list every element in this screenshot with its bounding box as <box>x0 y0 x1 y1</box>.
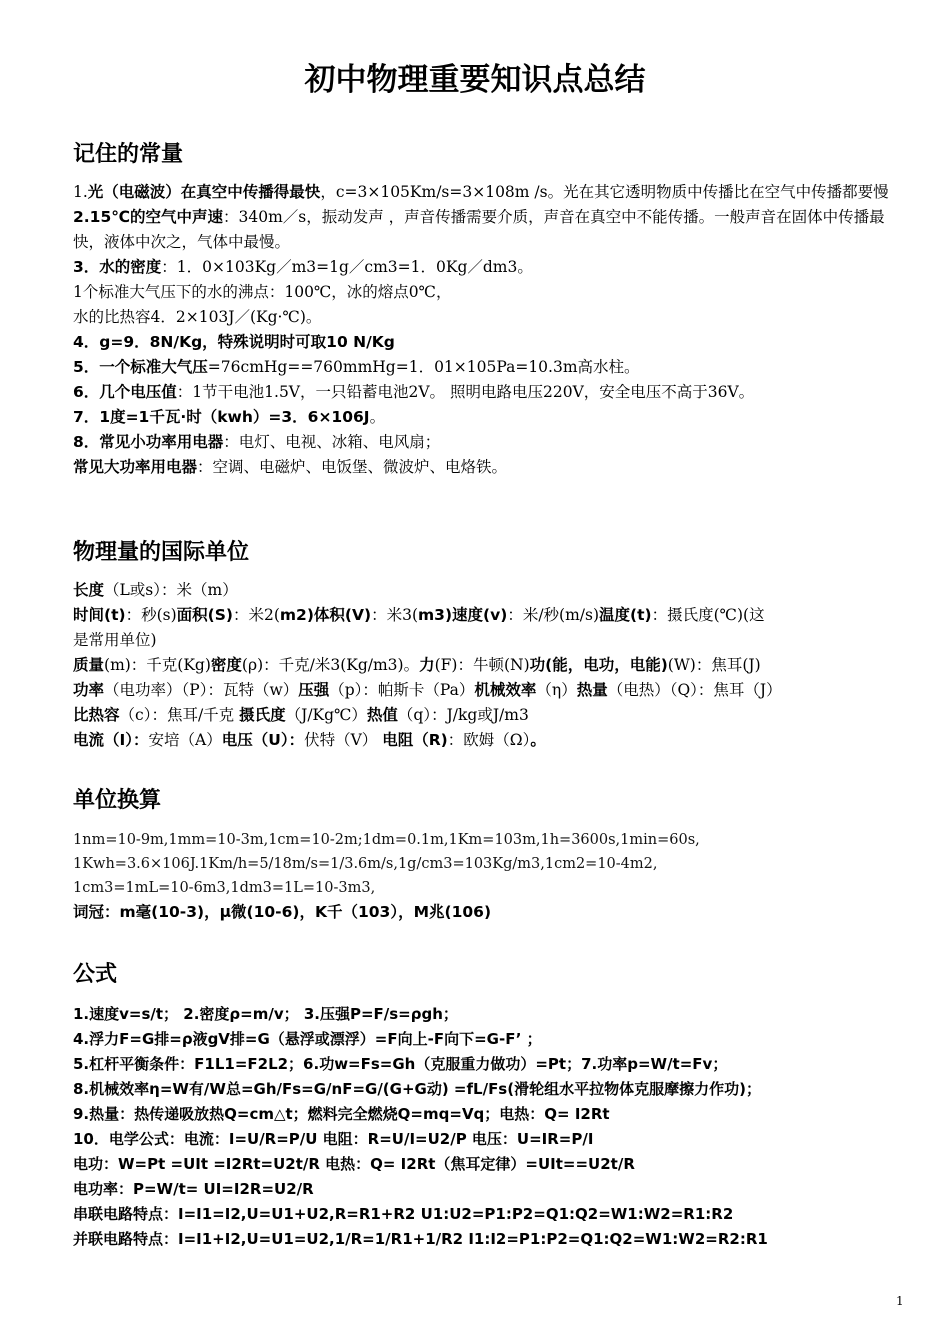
section-heading-units: 物理量的国际单位 <box>73 540 250 565</box>
prefix-line: 词冠：m毫(10-3)，μ微(10-6)，K千（103），M兆(106) <box>73 903 492 921</box>
units-block <box>73 578 911 753</box>
conversion-line: 1Kwh=3.6×106J.1Km/h=5/18m/s=1/3.6m/s,1g/cm3=103Kg/m3,1cm2=10-4m2, <box>73 856 658 872</box>
units-line: 时间(t)：秒(s)面积(S)：米2(m2)体积(V)：米3(m3)速度(v)：米/秒(m/s)温度(t)：摄氏度(℃)(这 <box>73 606 765 624</box>
document-title: 初中物理重要知识点总结 <box>304 62 646 98</box>
formula-line: 8.机械效率η=W有/W总=Gh/Fs=G/nF=G/(G+G动) =fL/Fs(滑轮组水平拉物体克服摩擦力作功)； <box>73 1080 761 1098</box>
constants-line: 2.15℃的空气中声速：340m／s，振动发声 ，声音传播需要介质，声音在真空中不能传播。一般声音在固体中传播最快，液体中次之，气体中最慢。 <box>73 208 885 251</box>
formula-line: 9.热量：热传递吸放热Q=cm△t；燃料完全燃烧Q=mq=Vq；电热：Q= I2Rt <box>73 1105 610 1123</box>
formula-line: 1.速度v=s/t； 2.密度ρ=m/v； 3.压强P=F/s=ρgh； <box>73 1005 458 1023</box>
units-line: 比热容（c）：焦耳/千克 摄氏度（J/Kg℃）热值（q）：J/kg或J/m3 <box>73 706 529 724</box>
formula-line: 电功：W=Pt =UIt =I2Rt=U2t/R 电热：Q= I2Rt（焦耳定律）=UIt==U2t/R <box>73 1155 635 1173</box>
section-heading-formulas: 公式 <box>73 962 118 987</box>
conversion-block <box>73 828 911 925</box>
page-number: 1 <box>896 1294 904 1308</box>
conversion-line: 1nm=10-9m,1mm=10-3m,1cm=10-2m;1dm=0.1m,1Km=103m,1h=3600s,1min=60s, <box>73 832 700 848</box>
constants-block <box>73 180 911 480</box>
constants-line: 7．1度=1千瓦·时（kwh）=3．6×106J。 <box>73 408 386 426</box>
units-line: 长度（L或s）：米（m） <box>73 581 238 599</box>
constants-line: 水的比热容4．2×103J／(Kg·℃)。 <box>73 308 322 326</box>
constants-line: 5．一个标准大气压=76cmHg==760mmHg=1．01×105Pa=10.3m高水柱。 <box>73 358 640 376</box>
units-line: 电流（I）：安培（A）电压（U）：伏特（V） 电阻（R)：欧姆（Ω）。 <box>73 731 546 749</box>
formula-line: 串联电路特点：I=I1=I2,U=U1+U2,R=R1+R2 U1:U2=P1:P2=Q1:Q2=W1:W2=R1:R2 <box>73 1205 734 1223</box>
units-line: 质量(m)：千克(Kg)密度(ρ)：千克/米3(Kg/m3)。力(F)：牛顿(N)功(能，电功，电能)(W)：焦耳(J) <box>73 656 761 674</box>
constants-line: 常见大功率用电器：空调、电磁炉、电饭堡、微波炉、电烙铁。 <box>73 458 508 476</box>
constants-line: 1.光（电磁波）在真空中传播得最快，c=3×105Km/s=3×108m /s。光在其它透明物质中传播比在空气中传播都要慢 <box>73 183 889 201</box>
constants-line: 3．水的密度：1．0×103Kg／m3=1g／cm3=1．0Kg／dm3。 <box>73 258 533 276</box>
units-line: 功率（电功率）（P）：瓦特（w）压强（p）：帕斯卡（Pa）机械效率（η）热量（电热）（Q）：焦耳（J） <box>73 681 782 699</box>
conversion-line: 1cm3=1mL=10-6m3,1dm3=1L=10-3m3, <box>73 880 376 896</box>
formula-line: 电功率：P=W/t= UI=I2R=U2/R <box>73 1180 314 1198</box>
formula-line: 5.杠杆平衡条件：F1L1=F2L2；6.功w=Fs=Gh（克服重力做功）=Pt；7.功率p=W/t=Fv； <box>73 1055 728 1073</box>
constants-line: 1个标准大气压下的水的沸点：100℃，冰的熔点0℃， <box>73 283 452 301</box>
formula-line: 10．电学公式：电流：I=U/R=P/U 电阻：R=U/I=U2/P 电压：U=IR=P/I <box>73 1130 594 1148</box>
formulas-block <box>73 1002 911 1252</box>
units-line: 是常用单位) <box>73 631 157 649</box>
constants-line: 6．几个电压值：1节干电池1.5V，一只铅蓄电池2V。 照明电路电压220V，安全电压不高于36V。 <box>73 383 755 401</box>
constants-line: 4．g=9．8N/Kg，特殊说明时可取10 N/Kg <box>73 333 395 351</box>
formula-line: 并联电路特点：I=I1+I2,U=U1=U2,1/R=1/R1+1/R2 I1:I2=P1:P2=Q1:Q2=W1:W2=R2:R1 <box>73 1230 768 1248</box>
section-heading-conversion: 单位换算 <box>73 788 162 813</box>
section-heading-constants: 记住的常量 <box>73 142 184 167</box>
constants-line: 8．常见小功率用电器：电灯、电视、冰箱、电风扇； <box>73 433 441 451</box>
formula-line: 4.浮力F=G排=ρ液gV排=G（悬浮或漂浮）=F向上-F向下=G-F’ ； <box>73 1030 542 1048</box>
